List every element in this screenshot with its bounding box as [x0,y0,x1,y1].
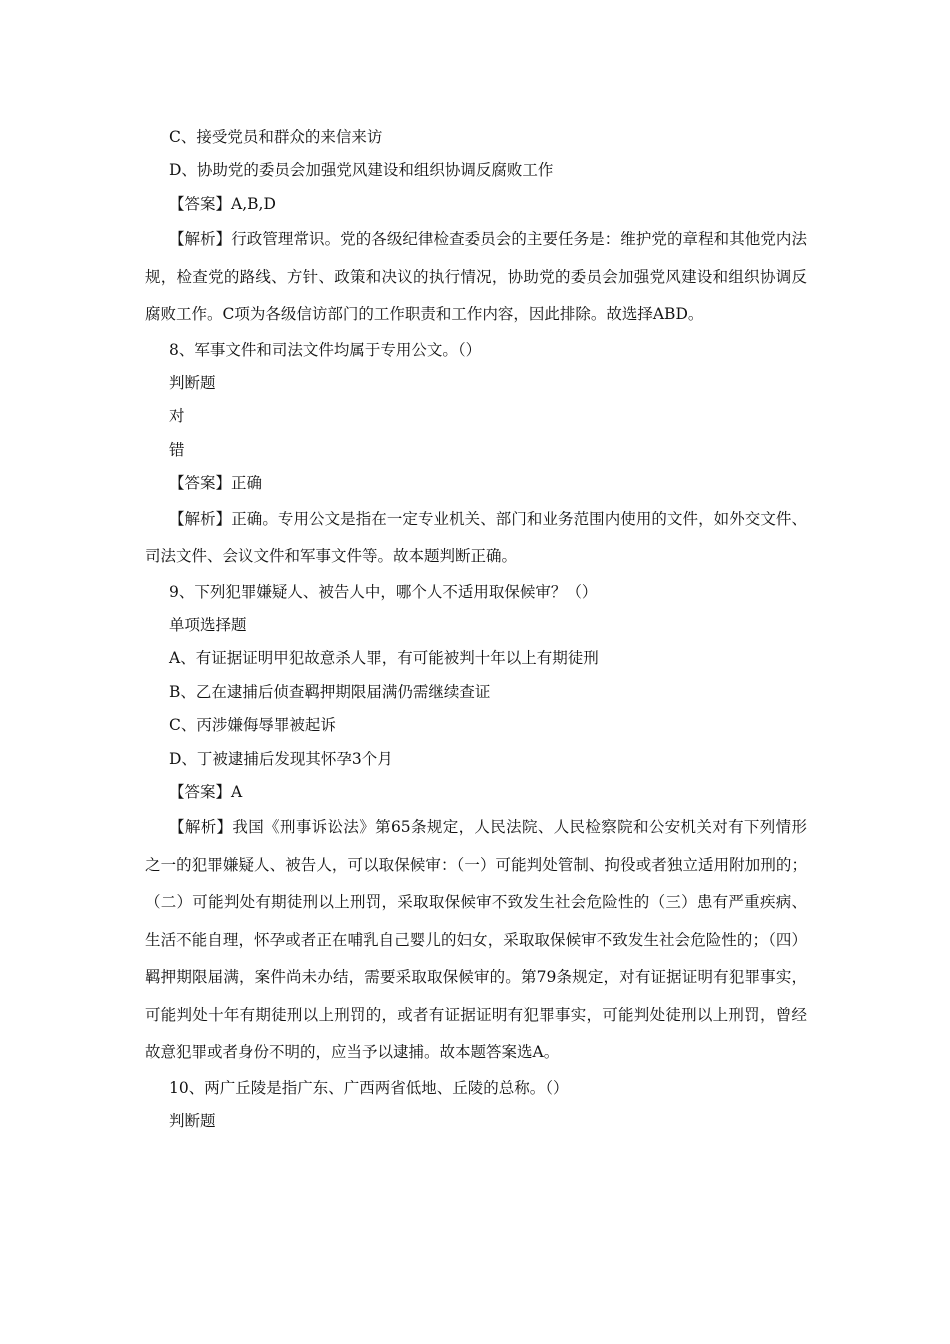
q9-answer: 【答案】A [169,782,243,801]
q8-answer: 【答案】正确 [169,474,263,493]
q7-answer: 【答案】A,B,D [169,194,276,213]
q8-type: 判断题 [169,374,216,393]
q7-option-c: C、接受党员和群众的来信来访 [169,128,383,146]
q9-option-d: D、丁被逮捕后发现其怀孕3个月 [169,749,393,768]
q8-option-true: 对 [169,407,185,426]
q8-analysis: 【解析】正确。专用公文是指在一定专业机关、部门和业务范围内使用的文件，如外交文件、司法文件、会议文件和军事文件等。故本题判断正确。 [145,509,807,566]
q10-type: 判断题 [169,1112,216,1131]
q7-analysis: 【解析】行政管理常识。党的各级纪律检查委员会的主要任务是：维护党的章程和其他党内法规，检查党的路线、方针、政策和决议的执行情况，协助党的委员会加强党风建设和组织协调反腐败工作。C项为各级信访部门的工作职责和工作内容，因此排除。故选择ABD。 [145,230,807,324]
document-body [145,121,807,1139]
q8-option-false: 错 [169,440,185,459]
q9-option-a: A、有证据证明甲犯故意杀人罪，有可能被判十年以上有期徒刑 [169,649,599,668]
q9-question: 9、下列犯罪嫌疑人、被告人中，哪个人不适用取保候审？（） [169,582,598,601]
q9-type: 单项选择题 [169,616,247,635]
q8-question: 8、军事文件和司法文件均属于专用公文。（） [169,340,482,359]
q10-question: 10、两广丘陵是指广东、广西两省低地、丘陵的总称。（） [169,1078,569,1097]
q7-option-d: D、协助党的委员会加强党风建设和组织协调反腐败工作 [169,161,554,180]
q9-analysis: 【解析】我国《刑事诉讼法》第65条规定，人民法院、人民检察院和公安机关对有下列情形之一的犯罪嫌疑人、被告人，可以取保候审：（一）可能判处管制、拘役或者独立适用附加刑的；（二）可能判处有期徒刑以上刑罚，采取取保候审不致发生社会危险性的（三）患有严重疾病、生活不能自理，怀孕或者正在哺乳自己婴儿的妇女，采取取保候审不致发生社会危险性的；（四）羁押期限届满，案件尚未办结，需要采取取保候审的。第79条规定，对有证据证明有犯罪事实，可能判处十年有期徒刑以上刑罚的，或者有证据证明有犯罪事实，可能判处徒刑以上刑罚，曾经故意犯罪或者身份不明的，应当予以逮捕。故本题答案选A。 [145,818,807,1062]
q9-option-c: C、丙涉嫌侮辱罪被起诉 [169,716,336,735]
q9-option-b: B、乙在逮捕后侦查羁押期限届满仍需继续查证 [169,682,491,701]
